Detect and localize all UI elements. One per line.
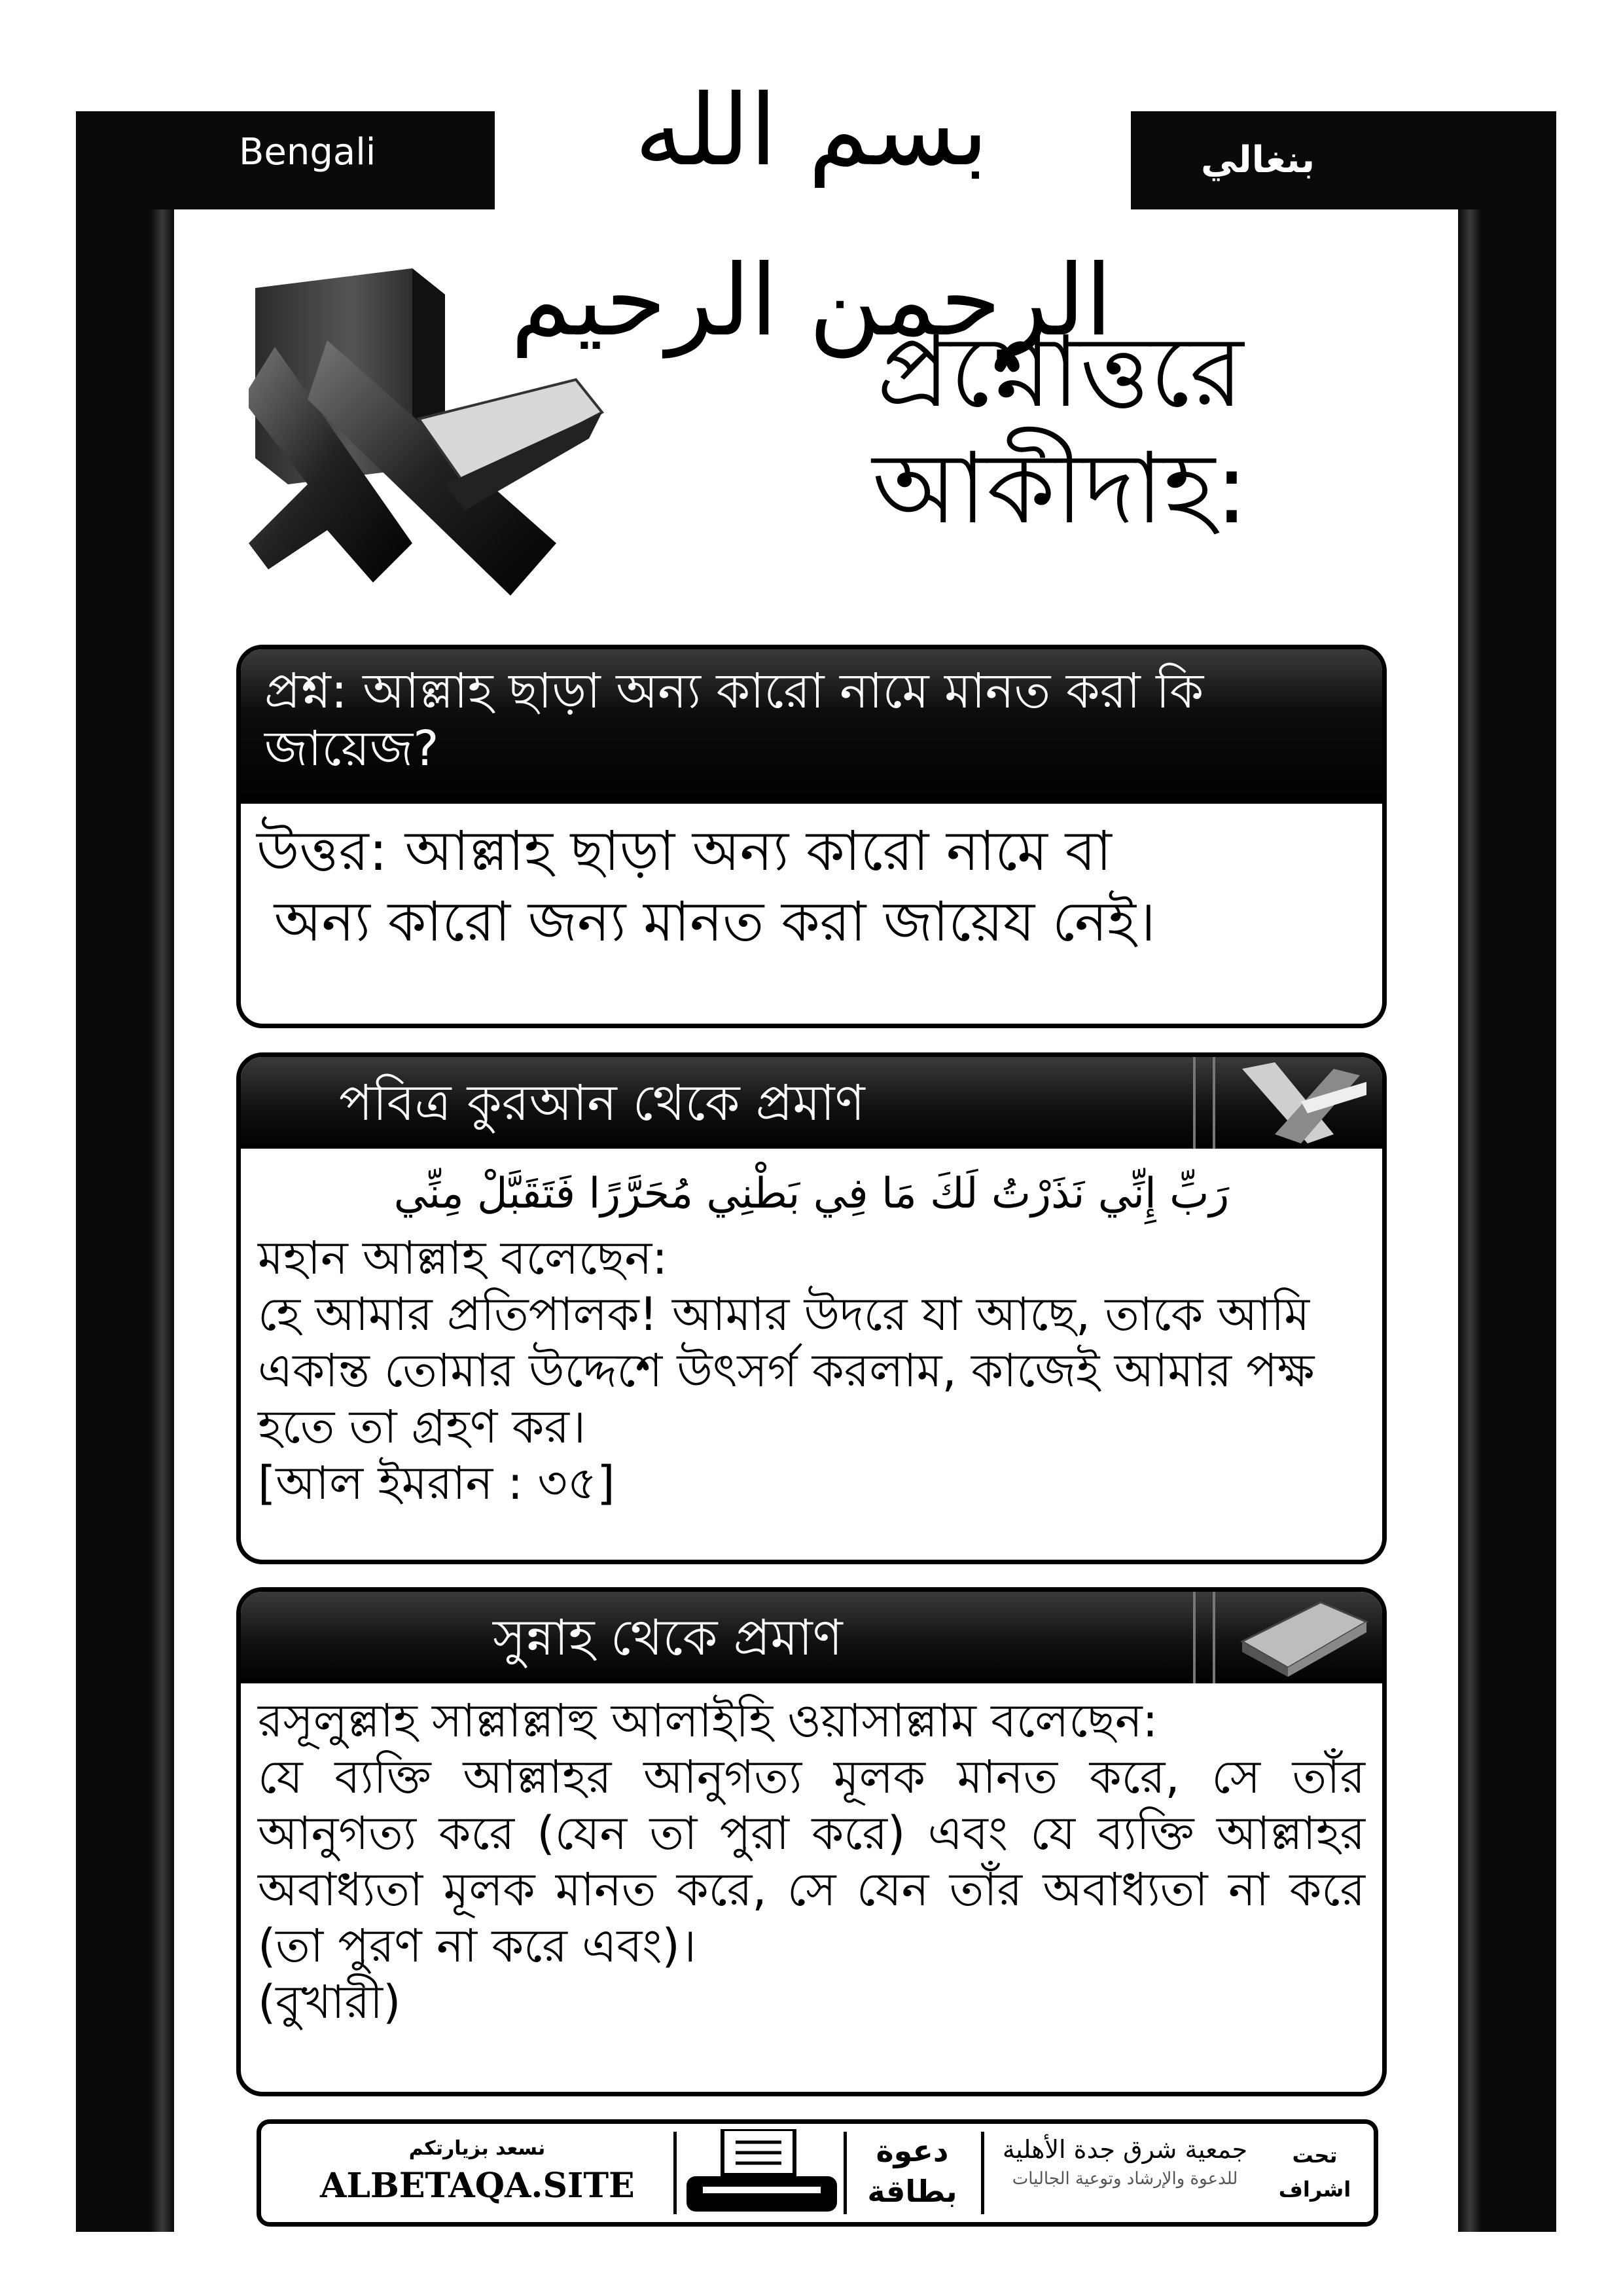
organization-logo [991,2133,1259,2192]
question-text: প্রশ্ন: আল্লাহ ছাড়া অন্য কারো নামে মানত করা কি জায়েজ? [241,649,1382,804]
basmala-calligraphy: بسم الله الرحمن الرحيم [510,74,1113,358]
supervision-label [1269,2138,1361,2206]
answer-line-2: অন্য কারো জন্য মানত করা জায়েয নেই। [257,889,1156,954]
sunnah-text: যে ব্যক্তি আল্লাহর আনুগত্য মূলক মানত করে, সে তাঁর আনুগত্য করে (যেন তা পুরা করে) এবং যে ব্যক্তি আল্লাহর অবাধ্যতা মূলক মানত করে, সে যেন তাঁর অবাধ্যতা না করে (তা পুরণ না করে এবং)। [258,1750,1365,1973]
quran-evidence-header [241,1057,1382,1149]
quran-stand-icon [249,268,609,609]
supervision-line-1: تحت [1292,2143,1338,2168]
quran-reference: [আল ইমরান : ৩৫] [258,1456,615,1510]
quran-intro: মহান আল্লাহ বলেছেন: [258,1231,668,1285]
language-tag-arabic: بنغالي [1201,139,1315,181]
sunnah-evidence-card [236,1587,1387,2096]
frame-left [76,111,174,2232]
sunnah-evidence-heading: সুন্নাহ থেকে প্রমাণ [493,1608,843,1666]
printer-icon [677,2129,847,2221]
footer-bar [257,2119,1378,2227]
organization-name: جمعية شرق جدة الأهلية [1002,2135,1248,2164]
quran-stand-small-icon [1236,1062,1366,1143]
header-divider [1193,1057,1215,1149]
visit-text: نسعد بزيارتكم [408,2137,546,2160]
language-tag-english: Bengali [239,131,376,173]
quran-evidence-body [241,1149,1382,1520]
answer-line-1: উত্তর: আল্লাহ ছাড়া অন্য কারো নামে বা [257,819,1112,883]
title-line-2: আকীদাহ: [872,432,1249,546]
question-card [236,645,1387,1028]
header-divider [1193,1592,1215,1683]
quran-evidence-card [236,1052,1387,1564]
sunnah-intro: রসূলুল্লাহ সাল্লাল্লাহু আলাইহি ওয়াসাল্লাম বলেছেন: [258,1694,1158,1748]
footer-separator [844,2132,847,2214]
title-line-1: প্রশ্নোত্তরে [876,315,1244,429]
quran-translation: হে আমার প্রতিপালক! আমার উদরে যা আছে, তাকে আমি একান্ত তোমার উদ্দেশে উৎসর্গ করলাম, কাজেই আমার পক্ষ হতে তা গ্রহণ কর। [258,1287,1315,1454]
supervision-line-2: اشراف [1278,2177,1351,2202]
page-title [805,314,1315,547]
sunnah-reference: (বুখারী) [258,1975,401,2029]
organization-subtitle: للدعوة والإرشاد وتوعية الجاليات [1012,2169,1238,2189]
frame-right [1458,111,1556,2232]
website-link[interactable]: ALBETAQA.SITE [320,2166,635,2206]
albetaqa-logo: دعوة بطاقة [867,2133,957,2209]
book-icon [1229,1596,1373,1679]
answer-text [241,804,1382,969]
sunnah-evidence-body [241,1683,1382,2039]
sunnah-evidence-header [241,1592,1382,1683]
footer-separator [981,2132,984,2214]
quran-verse-arabic: رَبِّ إِنِّي نَذَرْتُ لَكَ مَا فِي بَطْنِي مُحَرَّرًا فَتَقَبَّلْ مِنِّي [393,1170,1230,1218]
top-band-right [1131,111,1556,209]
quran-evidence-heading: পবিত্র কুরআন থেকে প্রমাণ [339,1073,865,1132]
